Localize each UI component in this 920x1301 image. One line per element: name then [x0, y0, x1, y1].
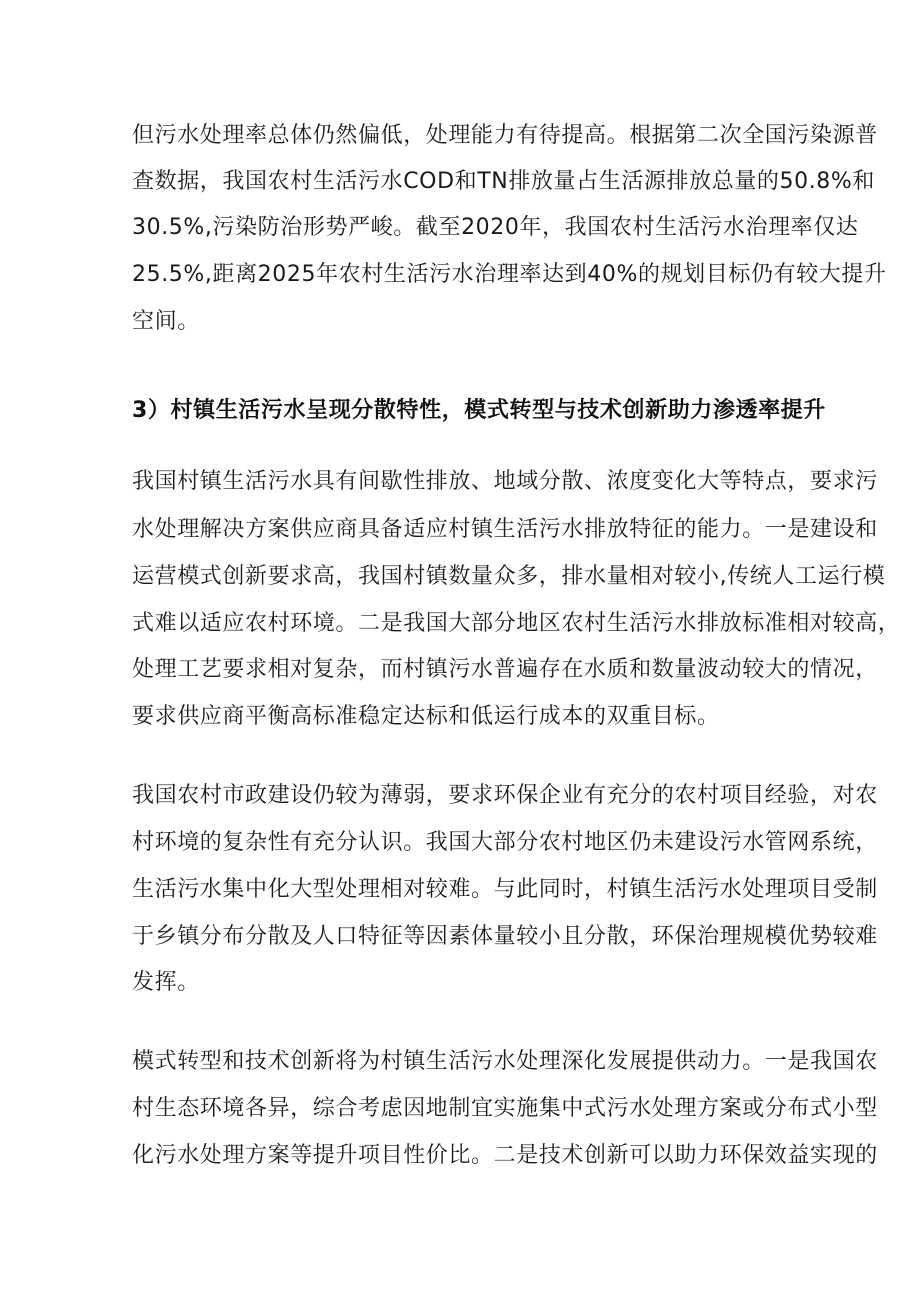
paragraph-2-line-5: 处理工艺要求相对复杂，而村镇污水普遍存在水质和数量波动较大的情况，	[132, 657, 878, 682]
paragraph-2-line-4: 式难以适应农村环境。二是我国大部分地区农村生活污水排放标准相对较高，	[132, 611, 901, 636]
paragraph-3-line-3: 生活污水集中化大型处理相对较难。与此同时，村镇生活污水处理项目受制	[132, 877, 878, 902]
paragraph-2-line-2: 水处理解决方案供应商具备适应村镇生活污水排放特征的能力。一是建设和	[132, 517, 878, 542]
paragraph-4-line-3: 化污水处理方案等提升项目性价比。二是技术创新可以助力环保效益实现的	[132, 1143, 878, 1168]
paragraph-3-line-4: 于乡镇分布分散及人口特征等因素体量较小且分散，环保治理规模优势较难	[132, 924, 878, 949]
section-heading: 3）村镇生活污水呈现分散特性，模式转型与技术创新助力渗透率提升	[132, 398, 826, 423]
paragraph-1-line-3: 30.5%,污染防治形势严峻。截至2020年，我国农村生活污水治理率仅达	[132, 215, 859, 240]
paragraph-2-line-1: 我国村镇生活污水具有间歇性排放、地域分散、浓度变化大等特点，要求污	[132, 469, 878, 494]
paragraph-3-line-1: 我国农村市政建设仍较为薄弱，要求环保企业有充分的农村项目经验，对农	[132, 783, 878, 808]
paragraph-2-line-3: 运营模式创新要求高，我国村镇数量众多，排水量相对较小,传统人工运行模	[132, 564, 886, 589]
paragraph-1-line-2: 查数据，我国农村生活污水COD和TN排放量占生活源排放总量的50.8%和	[132, 169, 876, 194]
paragraph-2-line-6: 要求供应商平衡高标准稳定达标和低运行成本的双重目标。	[132, 704, 720, 729]
paragraph-1-line-5: 空间。	[132, 309, 200, 334]
paragraph-4-line-1: 模式转型和技术创新将为村镇生活污水处理深化发展提供动力。一是我国农	[132, 1049, 878, 1074]
paragraph-3-line-2: 村环境的复杂性有充分认识。我国大部分农村地区仍未建设污水管网系统，	[132, 830, 878, 855]
paragraph-1-line-1: 但污水处理率总体仍然偏低，处理能力有待提高。根据第二次全国污染源普	[132, 123, 878, 148]
paragraph-3-line-5: 发挥。	[132, 970, 200, 995]
paragraph-1-line-4: 25.5%,距离2025年农村生活污水治理率达到40%的规划目标仍有较大提升	[132, 262, 887, 287]
paragraph-4-line-2: 村生态环境各异，综合考虑因地制宜实施集中式污水处理方案或分布式小型	[132, 1096, 878, 1121]
